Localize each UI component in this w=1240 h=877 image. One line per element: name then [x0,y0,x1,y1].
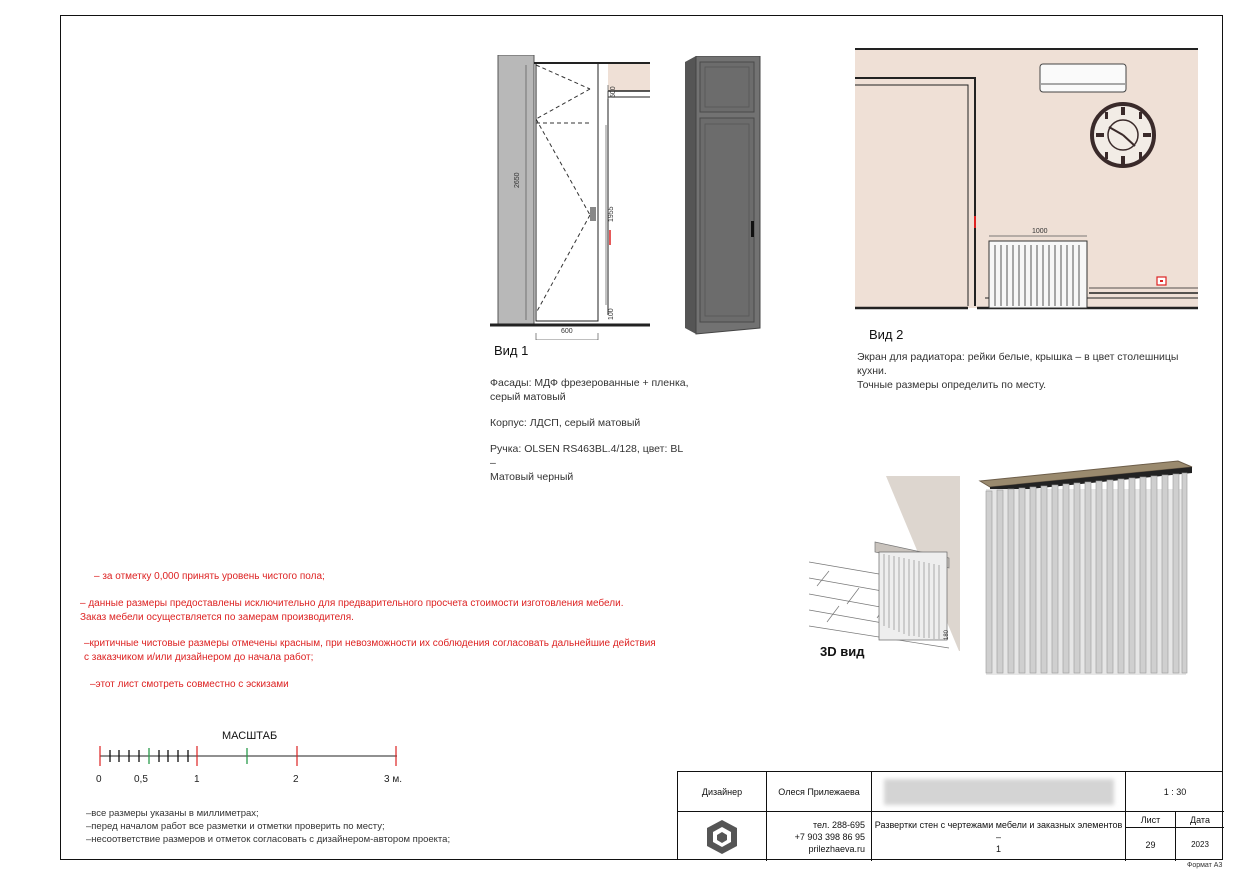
note-handle-1: Ручка: OLSEN RS463BL.4/128, цвет: BL – [490,443,683,469]
cabinet-render [680,56,765,336]
scale-value: 1 : 30 [1126,772,1224,812]
red-note-1: – за отметку 0,000 принять уровень чистого пола; [94,571,325,582]
radiator-screen [989,241,1087,308]
general-note-1: –все размеры указаны в миллиметрах; [86,808,259,819]
note-handle-2: Матовый черный [490,471,574,483]
dim-door-label: 1955 [608,206,615,222]
view2-note-2: Точные размеры определить по месту. [857,379,1047,391]
note-facade-1: Фасады: МДФ фрезерованные + пленка, [490,377,689,389]
view2-note-1: Экран для радиатора: рейки белые, крышка – в цвет столешницы кухни. [857,351,1179,377]
site: prilezhaeva.ru [808,843,865,854]
ac-unit [1040,64,1126,92]
red-note-2: – данные размеры предоставлены исключительно для предварительного просчета стоимости изготовления мебели. [80,598,624,609]
designer-logo [678,812,767,861]
sheet-title-2: 1 [995,843,1001,854]
sheet-label: Лист [1126,812,1176,828]
view1-drawing [490,55,655,340]
view1-title: Вид 1 [494,343,529,358]
sheet-title-1: Развертки стен с чертежами мебели и заказных элементов – [874,819,1123,842]
general-note-3: –несоответствие размеров и отметок согласовать с дизайнером-автором проекта; [86,834,451,845]
dim-radiator-label: 1000 [1032,228,1048,235]
3d-dim-label: 180 [944,629,950,640]
scale-tick-2: 2 [293,774,299,785]
logo-icon [703,818,741,856]
phone1: тел. 288-695 [812,819,865,830]
view2-drawing [855,48,1200,313]
scale-title: МАСШТАБ [222,730,278,742]
scale-bar [95,744,405,768]
sheet-number: 29 [1126,828,1176,861]
general-note-2: –перед началом работ все разметки и отметки проверить по месту; [86,821,385,832]
3d-view-left [809,476,961,651]
general-notes [86,807,646,846]
date-label: Дата [1176,812,1224,828]
red-note-6: –этот лист смотреть совместно с эскизами [90,679,289,690]
cabinet-outline [536,63,598,321]
designer-label: Дизайнер [678,772,767,812]
view1-notes [490,376,690,484]
red-notes [80,570,670,692]
sheet-title [872,812,1126,861]
scale-tick-3: 3 м. [384,774,402,785]
phone2: +7 903 398 86 95 [794,831,865,842]
paper-format: Формат А3 [1187,862,1223,869]
dim-plinth-label: 100 [608,308,615,320]
red-note-3: Заказ мебели осуществляется по замерам производителя. [80,612,354,623]
red-note-4: –критичные чистовые размеры отмечены красным, при невозможности их соблюдения согласовать дальнейшие действия [84,638,656,649]
3d-view-title: 3D вид [820,644,865,659]
scale-tick-0: 0 [96,774,102,785]
wall-section [498,55,534,325]
view2-notes [857,350,1202,392]
note-facade-2: серый матовый [490,391,566,403]
red-note-5: с заказчиком и/или дизайнером до начала работ; [84,652,314,663]
title-block [677,771,1223,860]
view2-title: Вид 2 [869,327,904,342]
project-address-redacted [872,772,1126,812]
note-body: Корпус: ЛДСП, серый матовый [490,417,641,429]
dim-upper-label: 500 [610,86,617,98]
dim-width-label: 600 [561,328,573,335]
date-value: 2023 [1191,840,1209,849]
3d-view-radiator [978,459,1196,679]
scale-tick-05: 0,5 [134,774,148,785]
contacts [767,812,872,861]
designer-name: Олеся Прилежаева [767,772,872,812]
dim-height-label: 2650 [514,172,521,188]
scale-tick-1: 1 [194,774,200,785]
